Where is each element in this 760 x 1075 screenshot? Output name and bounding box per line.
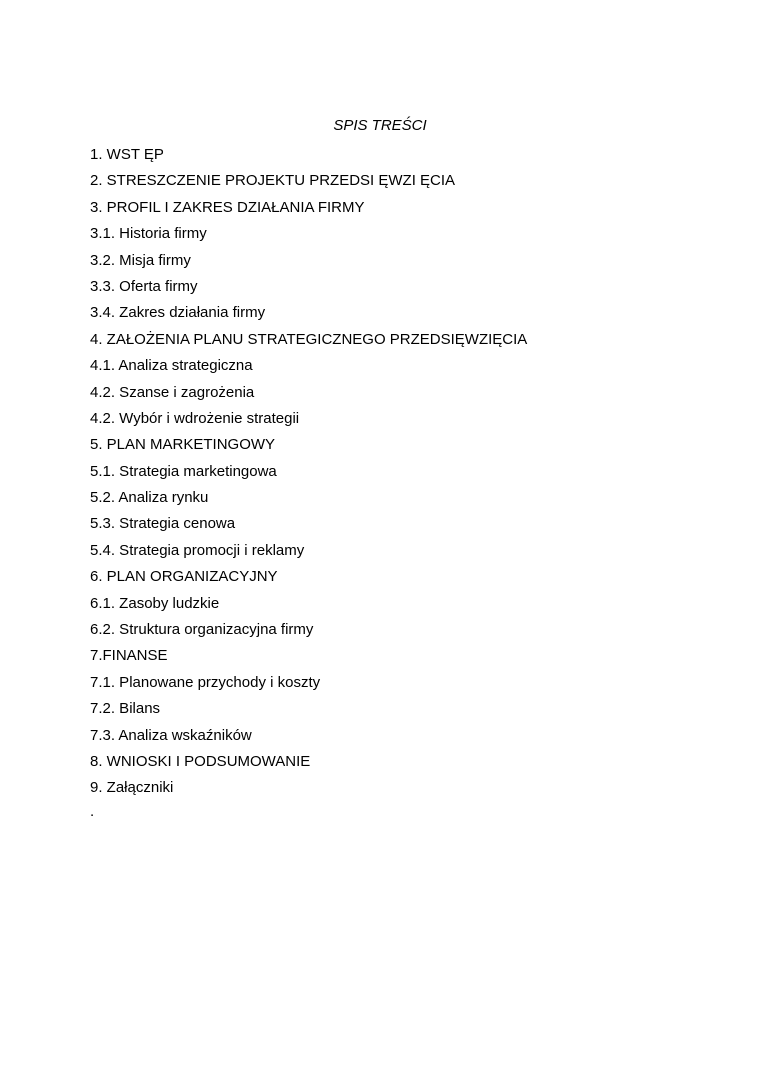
toc-entry: 7.3. Analiza wskaźników bbox=[90, 726, 252, 744]
toc-entry: 6.1. Zasoby ludzkie bbox=[90, 594, 220, 612]
toc-entry: 5.3. Strategia cenowa bbox=[90, 515, 236, 533]
toc-entry: 4.2. Wybór i wdrożenie strategii bbox=[90, 409, 300, 427]
toc-entry: 4.1. Analiza strategiczna bbox=[90, 357, 253, 375]
toc-entry: 6.2. Struktura organizacyjna firmy bbox=[90, 621, 314, 639]
toc-entry: 1. WST ĘP bbox=[90, 146, 164, 163]
toc-entry: 7.2. Bilans bbox=[90, 700, 161, 718]
toc-entry: 3.4. Zakres działania firmy bbox=[90, 304, 266, 322]
toc-entry: 4.2. Szanse i zagrożenia bbox=[90, 383, 255, 401]
toc-entry: 3.2. Misja firmy bbox=[90, 251, 191, 269]
toc-entry: 7.1. Planowane przychody i koszty bbox=[90, 673, 321, 691]
trailing-mark: . bbox=[90, 803, 95, 820]
toc-entry: 6. PLAN ORGANIZACYJNY bbox=[90, 568, 278, 586]
toc-entry: 5.2. Analiza rynku bbox=[90, 489, 209, 507]
toc-list bbox=[90, 142, 527, 802]
toc-entry: 9. Załączniki bbox=[90, 779, 174, 797]
toc-entry: 5.4. Strategia promocji i reklamy bbox=[90, 541, 305, 559]
toc-entry: 3. PROFIL I ZAKRES DZIAŁANIA FIRMY bbox=[90, 198, 365, 216]
toc-entry: 8. WNIOSKI I PODSUMOWANIE bbox=[90, 752, 311, 770]
toc-entry: 2. STRESZCZENIE PROJEKTU PRZEDSI ĘWZI ĘCIA bbox=[90, 172, 456, 190]
toc-entry: 3.1. Historia firmy bbox=[90, 225, 207, 243]
toc-entry: 7.FINANSE bbox=[90, 647, 168, 665]
toc-entry: 5. PLAN MARKETINGOWY bbox=[90, 436, 276, 454]
toc-entry: 5.1. Strategia marketingowa bbox=[90, 462, 277, 480]
toc-entry: 3.3. Oferta firmy bbox=[90, 277, 198, 295]
toc-title: SPIS TREŚCI bbox=[333, 117, 427, 134]
toc-entry: 4. ZAŁOŻENIA PLANU STRATEGICZNEGO PRZEDSIĘWZIĘCIA bbox=[90, 330, 528, 348]
